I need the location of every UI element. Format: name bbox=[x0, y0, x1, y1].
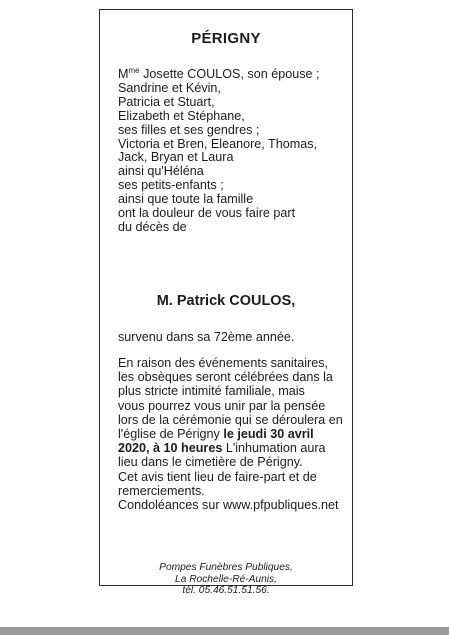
body-line: les obsèques seront célébrées dans la bbox=[118, 370, 333, 385]
condolences-line: Condoléances sur www.pfpubliques.net bbox=[118, 498, 339, 513]
footer-line: Pompes Funèbres Publiques, bbox=[159, 562, 293, 573]
family-line: ainsi qu'Héléna bbox=[118, 164, 204, 179]
family-line: ont la douleur de vous faire part bbox=[118, 206, 296, 221]
family-line: du décès de bbox=[118, 219, 187, 234]
body-line: Cet avis tient lieu de faire-part et de bbox=[118, 469, 317, 484]
body-line: En raison des événements sanitaires, bbox=[118, 356, 329, 370]
body-line: vous pourrez vous unir par la pensée bbox=[118, 398, 326, 413]
body-line: remerciements. bbox=[118, 483, 205, 498]
ceremony-date: le jeudi 30 avril bbox=[223, 427, 314, 442]
family-line: ses filles et ses gendres ; bbox=[118, 122, 260, 137]
death-notice-card bbox=[99, 9, 353, 596]
body-line: lieu dans le cimetière de Périgny. bbox=[118, 455, 303, 470]
body-line: plus stricte intimité familiale, mais bbox=[118, 384, 305, 399]
family-line: ses petits-enfants ; bbox=[118, 178, 224, 193]
funeral-home-footer bbox=[100, 562, 352, 597]
deceased-name: M. Patrick COULOS, bbox=[156, 293, 296, 309]
footer-line: tél. 05.46.51.51.56. bbox=[182, 585, 270, 596]
family-line: $M^{me}$ Josette COULOS, son épouse ; bbox=[118, 66, 320, 81]
family-list bbox=[118, 68, 320, 235]
age-line: survenu dans sa 72ème année. bbox=[118, 330, 295, 344]
body-line: l'église de Périgny le jeudi 30 avril bbox=[118, 427, 314, 442]
family-line: ainsi que toute la famille bbox=[118, 192, 254, 207]
body-line: 2020, à 10 heures L'inhumation aura bbox=[118, 441, 326, 456]
ceremony-time: 2020, à 10 heures bbox=[118, 441, 223, 456]
notice-town-heading: PÉRIGNY bbox=[191, 30, 261, 47]
family-line: Sandrine et Kévin, bbox=[118, 80, 221, 95]
family-line: Victoria et Bren, Eleanore, Thomas, bbox=[118, 136, 318, 151]
footer-line: La Rochelle-Ré-Aunis, bbox=[175, 573, 277, 585]
body-line: lors de la cérémonie qui se déroulera en bbox=[118, 412, 343, 427]
bottom-divider-bar bbox=[0, 627, 449, 635]
notice-body bbox=[118, 356, 343, 512]
family-line: Jack, Bryan et Laura bbox=[118, 150, 234, 165]
family-line: Elizabeth et Stéphane, bbox=[118, 108, 245, 123]
family-line: Patricia et Stuart, bbox=[118, 94, 215, 109]
